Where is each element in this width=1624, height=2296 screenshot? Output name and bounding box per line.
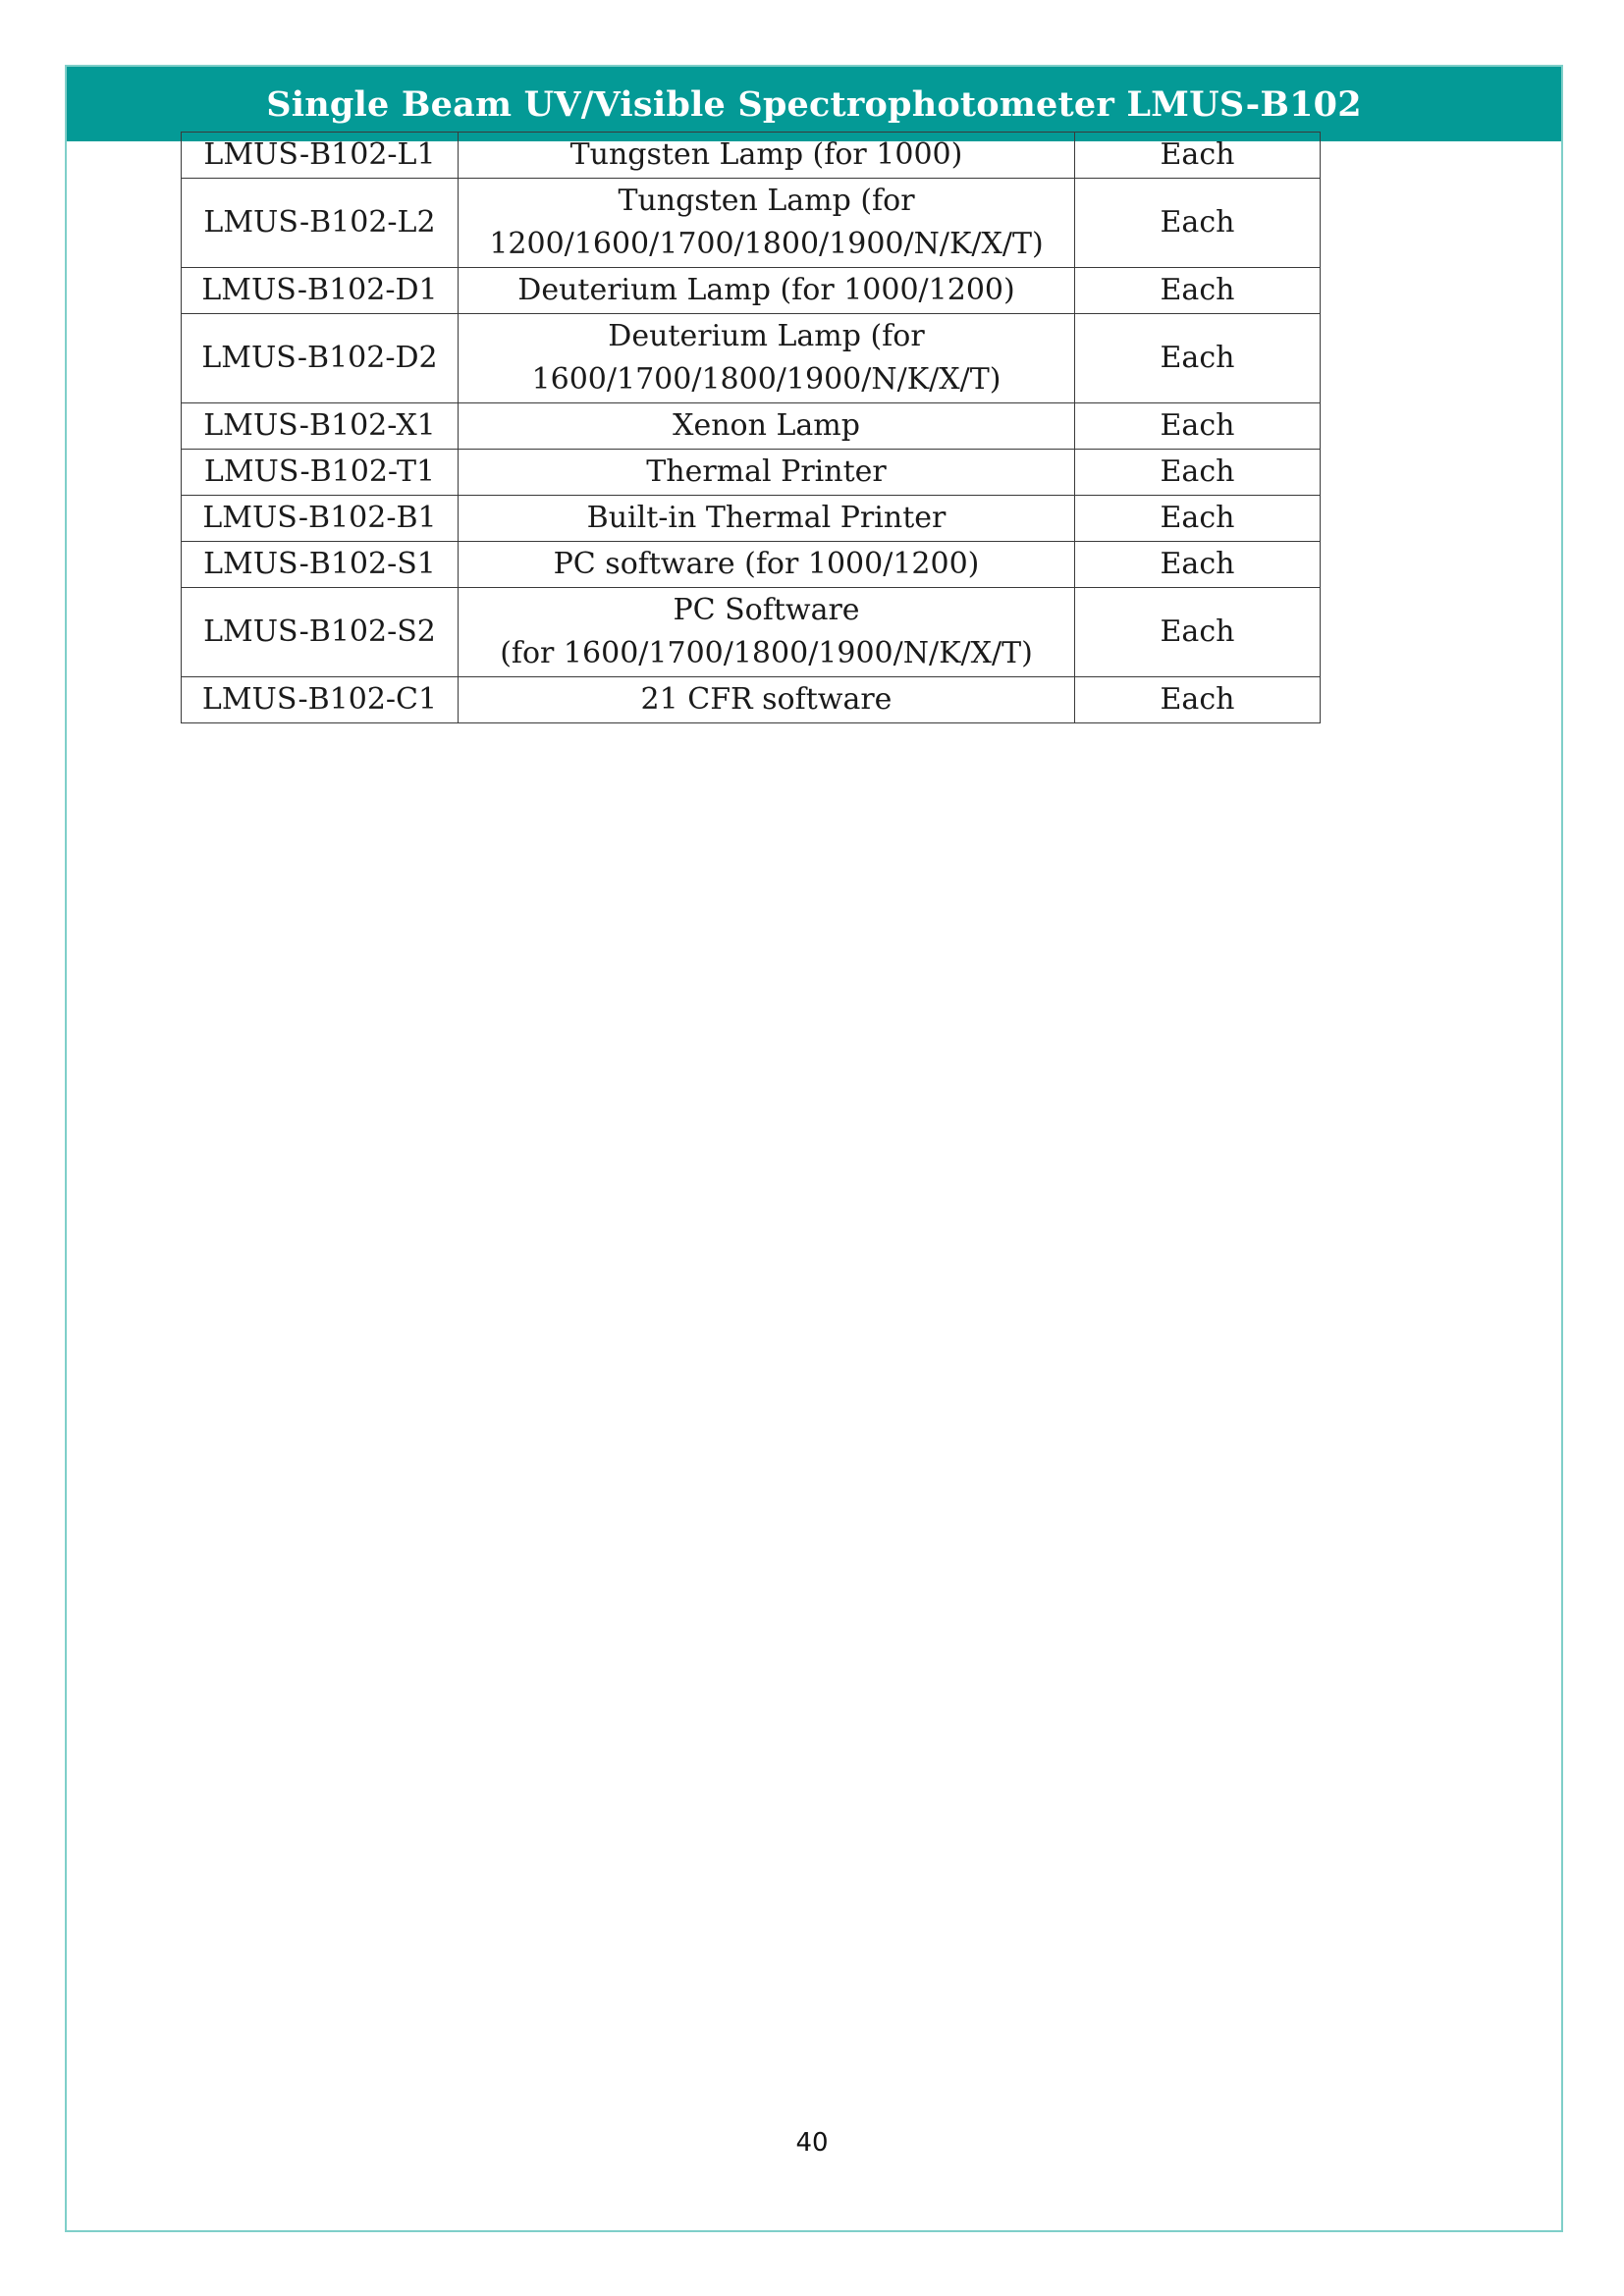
item-code-cell: LMUS-B102-C1 <box>182 677 459 723</box>
table-row <box>182 496 1321 542</box>
item-unit-cell: Each <box>1075 588 1321 677</box>
item-description-cell <box>459 450 1075 496</box>
item-code-cell: LMUS-B102-D2 <box>182 314 459 403</box>
description-line: 21 CFR software <box>640 682 893 717</box>
item-code-cell: LMUS-B102-S2 <box>182 588 459 677</box>
table-row <box>182 403 1321 450</box>
description-line: Built-in Thermal Printer <box>586 501 947 535</box>
item-unit-cell: Each <box>1075 496 1321 542</box>
table-row <box>182 314 1321 403</box>
table-row <box>182 268 1321 314</box>
item-code-cell: LMUS-B102-L2 <box>182 179 459 268</box>
item-description-cell <box>459 133 1075 179</box>
item-unit-cell: Each <box>1075 179 1321 268</box>
item-description-cell <box>459 314 1075 403</box>
item-code-cell: LMUS-B102-B1 <box>182 496 459 542</box>
description-line: Tungsten Lamp (for <box>618 184 915 218</box>
item-code-cell: LMUS-B102-S1 <box>182 542 459 588</box>
title-bar <box>67 67 1561 141</box>
item-unit-cell: Each <box>1075 677 1321 723</box>
item-description-cell <box>459 496 1075 542</box>
description-line: Thermal Printer <box>646 454 887 489</box>
item-description-cell <box>459 677 1075 723</box>
table-row <box>182 133 1321 179</box>
description-line: PC Software <box>673 593 860 627</box>
item-code-cell: LMUS-B102-L1 <box>182 133 459 179</box>
item-unit-cell: Each <box>1075 268 1321 314</box>
item-description-cell <box>459 588 1075 677</box>
page-number: 40 <box>795 2128 829 2158</box>
description-line: Xenon Lamp <box>673 408 860 443</box>
table-row <box>182 677 1321 723</box>
description-line: Deuterium Lamp (for 1000/1200) <box>517 273 1015 307</box>
description-line: 1200/1600/1700/1800/1900/N/K/X/T) <box>489 227 1044 261</box>
table-row <box>182 588 1321 677</box>
accessories-table <box>181 132 1321 723</box>
description-line: PC software (for 1000/1200) <box>553 547 980 581</box>
description-line: Deuterium Lamp (for <box>608 319 925 353</box>
item-unit-cell: Each <box>1075 450 1321 496</box>
page-title: Single Beam UV/Visible Spectrophotometer LMUS-B102 <box>266 83 1362 125</box>
item-code-cell: LMUS-B102-D1 <box>182 268 459 314</box>
item-description-cell <box>459 542 1075 588</box>
accessories-table-body <box>182 133 1321 723</box>
item-code-cell: LMUS-B102-T1 <box>182 450 459 496</box>
description-line: 1600/1700/1800/1900/N/K/X/T) <box>531 362 1001 397</box>
description-line: (for 1600/1700/1800/1900/N/K/X/T) <box>500 636 1033 670</box>
item-description-cell <box>459 268 1075 314</box>
item-unit-cell: Each <box>1075 403 1321 450</box>
description-line: Tungsten Lamp (for 1000) <box>569 137 963 172</box>
item-description-cell <box>459 403 1075 450</box>
table-row <box>182 450 1321 496</box>
item-description-cell <box>459 179 1075 268</box>
item-unit-cell: Each <box>1075 133 1321 179</box>
item-unit-cell: Each <box>1075 314 1321 403</box>
item-unit-cell: Each <box>1075 542 1321 588</box>
item-code-cell: LMUS-B102-X1 <box>182 403 459 450</box>
table-row <box>182 179 1321 268</box>
table-row <box>182 542 1321 588</box>
